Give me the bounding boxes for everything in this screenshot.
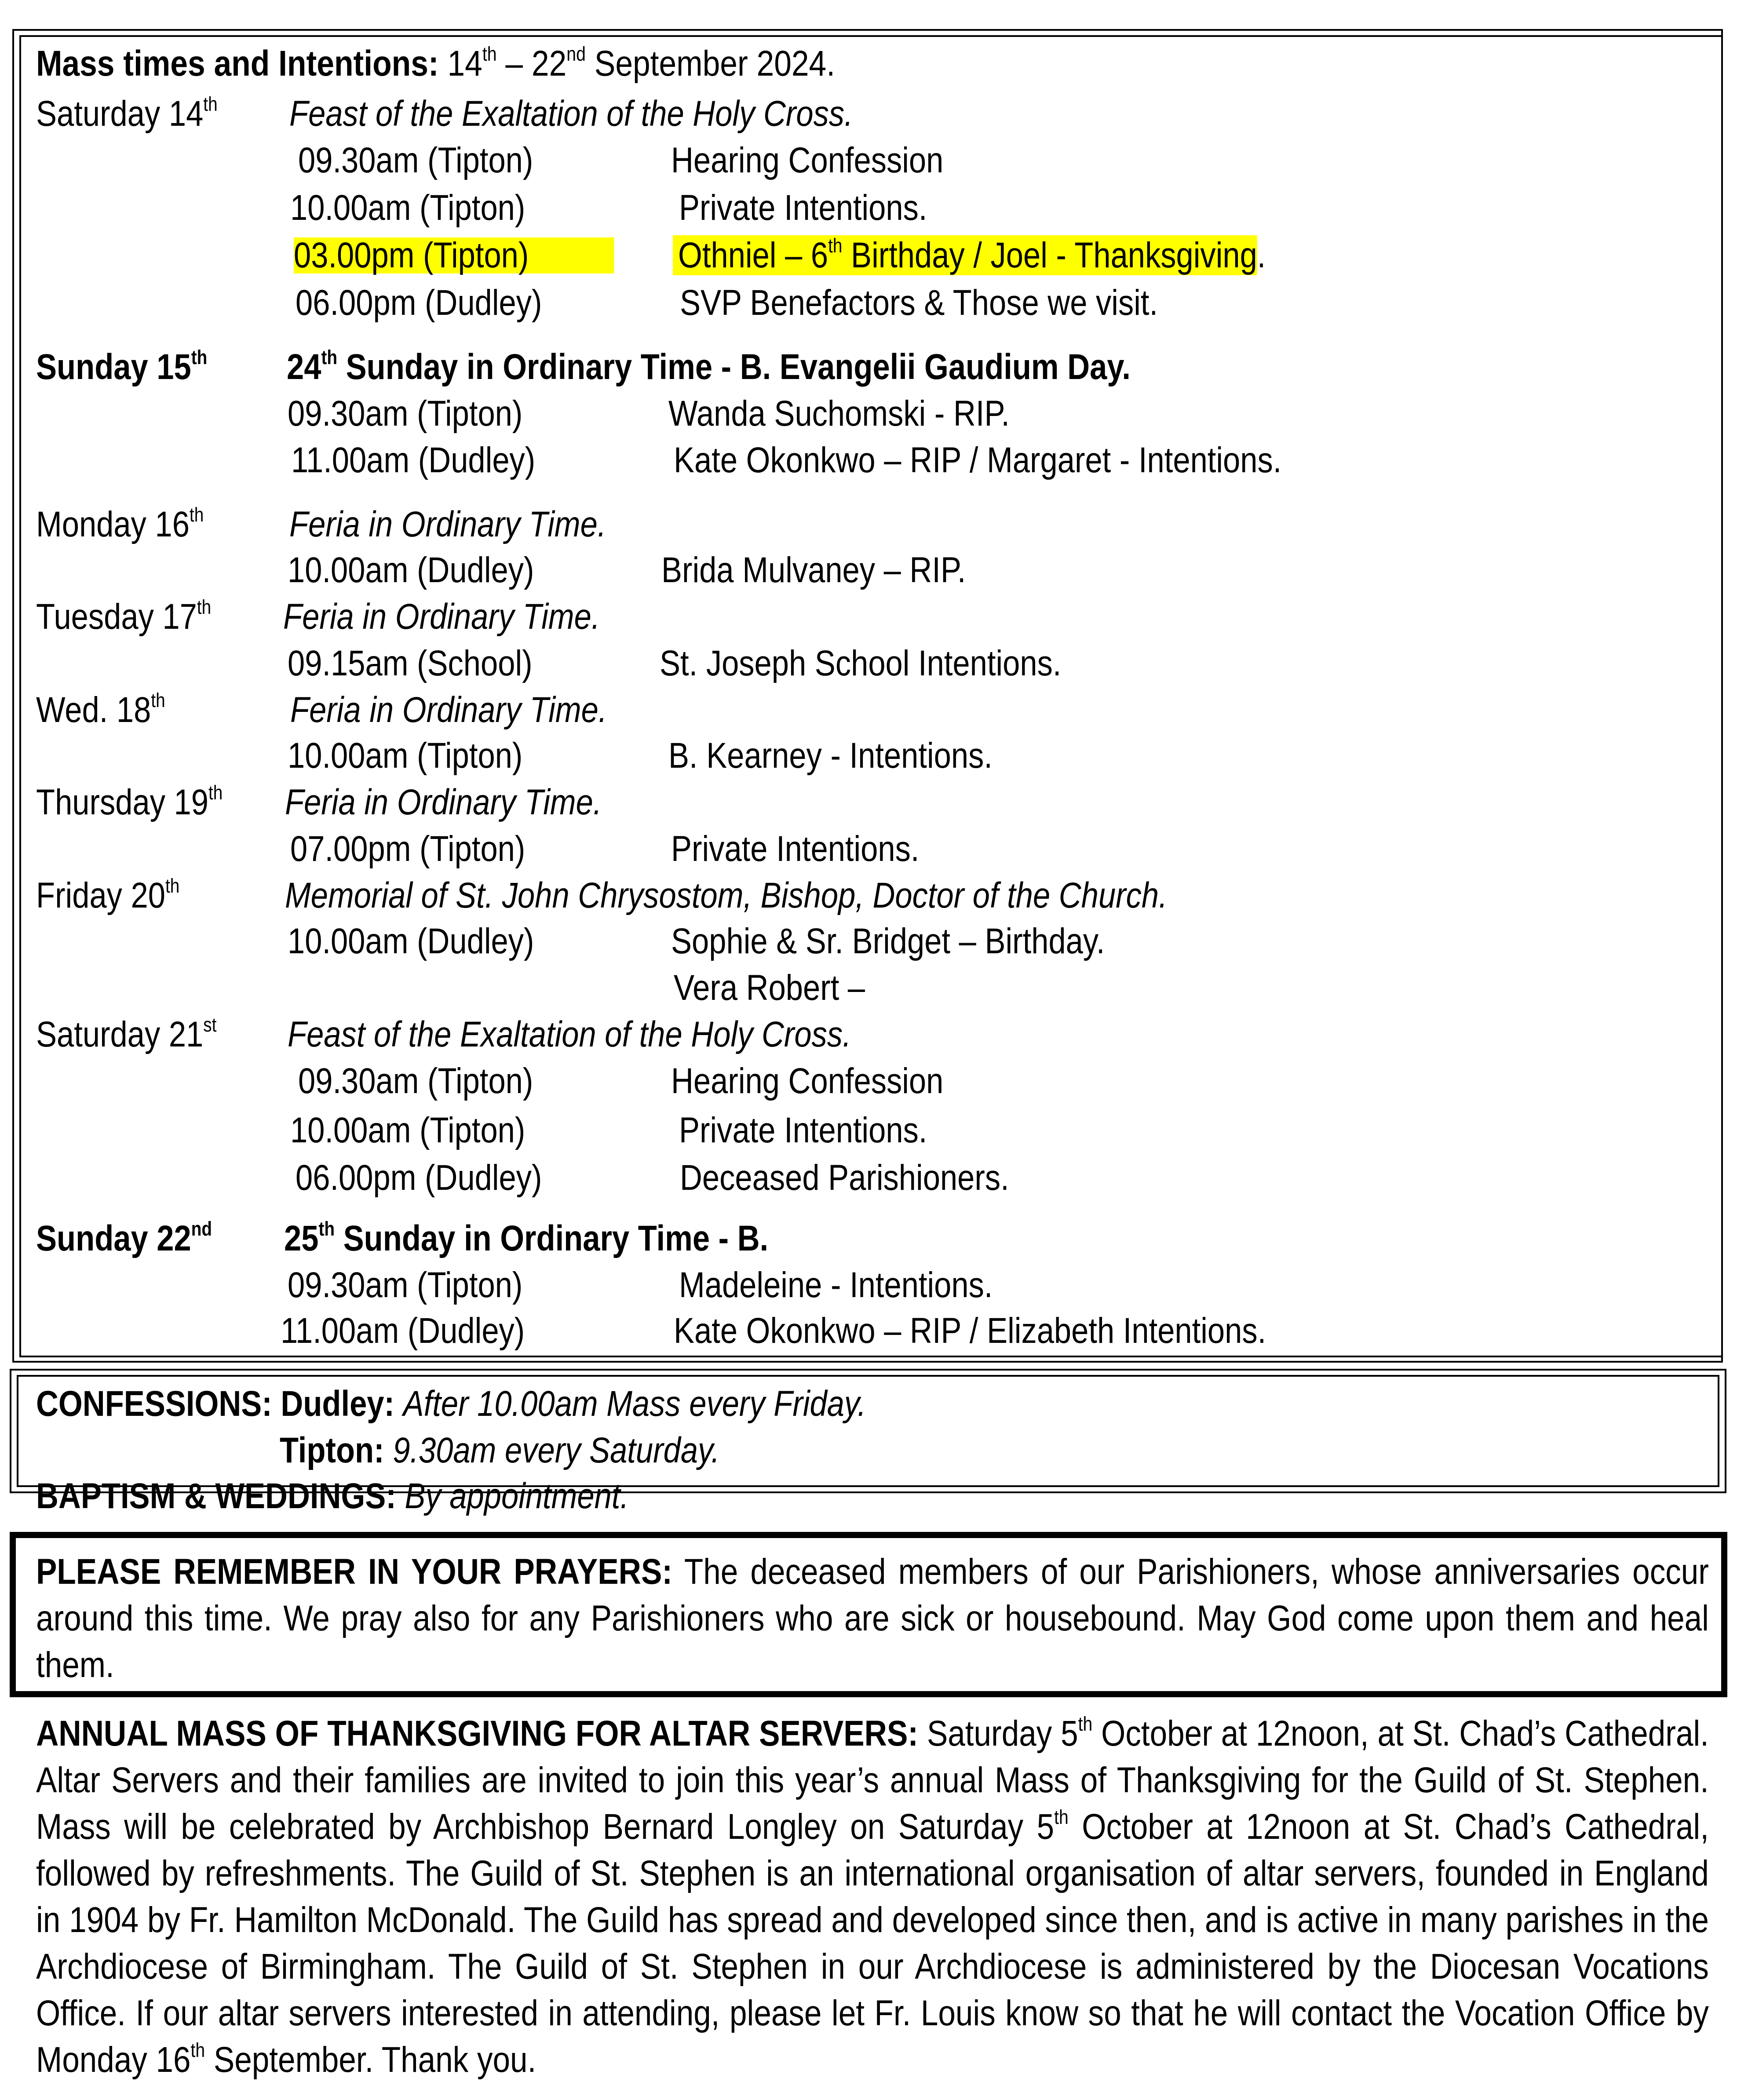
mass-intention: Wanda Suchomski - RIP. bbox=[668, 394, 1010, 434]
altar-servers-heading: ANNUAL MASS OF THANKSGIVING FOR ALTAR SERVERS: bbox=[36, 1714, 919, 1754]
mass-intention: Vera Robert – bbox=[674, 968, 865, 1008]
mass-intention: Madeleine - Intentions. bbox=[679, 1265, 993, 1305]
day-label: Wed. 18th bbox=[36, 689, 165, 730]
feast-label: Feria in Ordinary Time. bbox=[290, 690, 607, 730]
mass-intention: Private Intentions. bbox=[671, 829, 920, 869]
mass-intention: Kate Okonkwo – RIP / Elizabeth Intentions. bbox=[674, 1311, 1266, 1351]
mass-time: 11.00am (Dudley) bbox=[281, 1311, 525, 1351]
mass-time: 10.00am (Tipton) bbox=[290, 188, 525, 228]
mass-time: 09.30am (Tipton) bbox=[288, 1265, 523, 1305]
confessions-dudley: CONFESSIONS: Dudley: After 10.00am Mass every Friday. bbox=[36, 1384, 866, 1424]
baptism-weddings: BAPTISM & WEDDINGS: By appointment. bbox=[36, 1476, 629, 1516]
mass-time: 10.00am (Dudley) bbox=[288, 921, 534, 961]
prayers-heading: PLEASE REMEMBER IN YOUR PRAYERS: bbox=[36, 1552, 673, 1592]
day-label: Sunday 15th bbox=[36, 346, 208, 387]
mass-time: 06.00pm (Dudley) bbox=[296, 1158, 542, 1198]
mass-time: 10.00am (Dudley) bbox=[288, 550, 534, 590]
confessions-tipton: Tipton: 9.30am every Saturday. bbox=[280, 1430, 720, 1470]
feast-label: 25th Sunday in Ordinary Time - B. bbox=[284, 1218, 769, 1258]
mass-time: 09.30am (Tipton) bbox=[298, 140, 533, 180]
mass-time: 11.00am (Dudley) bbox=[291, 440, 536, 480]
mass-time: 09.30am (Tipton) bbox=[288, 394, 523, 434]
mass-time: 10.00am (Tipton) bbox=[288, 736, 523, 776]
day-label: Tuesday 17th bbox=[36, 596, 212, 637]
mass-intention: Brida Mulvaney – RIP. bbox=[661, 550, 966, 590]
mass-time-highlighted: 03.00pm (Tipton) bbox=[294, 237, 666, 273]
mass-intention: St. Joseph School Intentions. bbox=[660, 643, 1062, 683]
altar-servers-paragraph: ANNUAL MASS OF THANKSGIVING FOR ALTAR SERVERS: Saturday 5th October at 12noon, at St. Chad’s Cathedral. Altar Servers and their families are invited to join this year’s annual Mass of Thanksgiving for the Guild of St. Stephen. Mass will be celebrated by Archbishop Bernard Longley on Saturday 5th October at 12noon at St. Chad’s Cathedral, followed by refreshments. The Guild of St. Stephen is an international organisation of altar servers, founded in England in 1904 by Fr. Hamilton McDonald. The Guild has spread and developed since then, and is active in many parishes in the Archdiocese of Birmingham. The Guild of St. Stephen in our Archdiocese is administered by the Diocesan Vocations Office. If our altar servers interested in attending, please let Fr. Louis know so that he will contact the Vocation Office by Monday 16th September. Thank you. bbox=[36, 1713, 1709, 2080]
prayers-text: The deceased members of our Parishioners, whose anniversaries occur around this time. We pray also for any Parishioners who are sick or housebound. May God come upon them and heal them. bbox=[36, 1552, 1709, 1685]
mass-intention: SVP Benefactors & Those we visit. bbox=[680, 283, 1158, 323]
mass-intention: Kate Okonkwo – RIP / Margaret - Intentions. bbox=[674, 440, 1282, 480]
mass-time: 10.00am (Tipton) bbox=[290, 1110, 525, 1150]
feast-label: Feast of the Exaltation of the Holy Cross. bbox=[289, 94, 853, 134]
feast-label: Feria in Ordinary Time. bbox=[283, 597, 600, 637]
day-label: Friday 20th bbox=[36, 875, 180, 915]
mass-intention: Hearing Confession bbox=[671, 1061, 944, 1101]
mass-intention: Private Intentions. bbox=[679, 1110, 927, 1150]
day-label: Saturday 21st bbox=[36, 1014, 217, 1054]
mass-title: Mass times and Intentions: 14th – 22nd September 2024. bbox=[36, 43, 836, 84]
mass-time: 07.00pm (Tipton) bbox=[290, 829, 525, 869]
day-label: Monday 16th bbox=[36, 503, 204, 544]
feast-label: Memorial of St. John Chrysostom, Bishop, Doctor of the Church. bbox=[285, 875, 1168, 915]
mass-time: 09.15am (School) bbox=[288, 643, 533, 683]
mass-intention: Private Intentions. bbox=[679, 188, 927, 228]
feast-label: Feria in Ordinary Time. bbox=[289, 504, 606, 544]
feast-label: Feast of the Exaltation of the Holy Cross. bbox=[288, 1014, 851, 1054]
mass-time: 09.30am (Tipton) bbox=[298, 1061, 533, 1101]
mass-intention: Sophie & Sr. Bridget – Birthday. bbox=[671, 921, 1105, 961]
day-label: Saturday 14th bbox=[36, 93, 218, 134]
day-label: Sunday 22nd bbox=[36, 1218, 212, 1258]
feast-label: 24th Sunday in Ordinary Time - B. Evangelii Gaudium Day. bbox=[287, 346, 1131, 387]
mass-intention: Hearing Confession bbox=[671, 140, 944, 180]
feast-label: Feria in Ordinary Time. bbox=[285, 782, 602, 822]
mass-intention: Deceased Parishioners. bbox=[680, 1158, 1009, 1198]
mass-intention: B. Kearney - Intentions. bbox=[668, 736, 993, 776]
mass-intention-highlighted: Othniel – 6th Birthday / Joel - Thanksgiving. bbox=[673, 237, 1362, 273]
mass-time: 06.00pm (Dudley) bbox=[296, 283, 542, 323]
day-label: Thursday 19th bbox=[36, 781, 223, 822]
prayers-paragraph bbox=[36, 1549, 1709, 1688]
